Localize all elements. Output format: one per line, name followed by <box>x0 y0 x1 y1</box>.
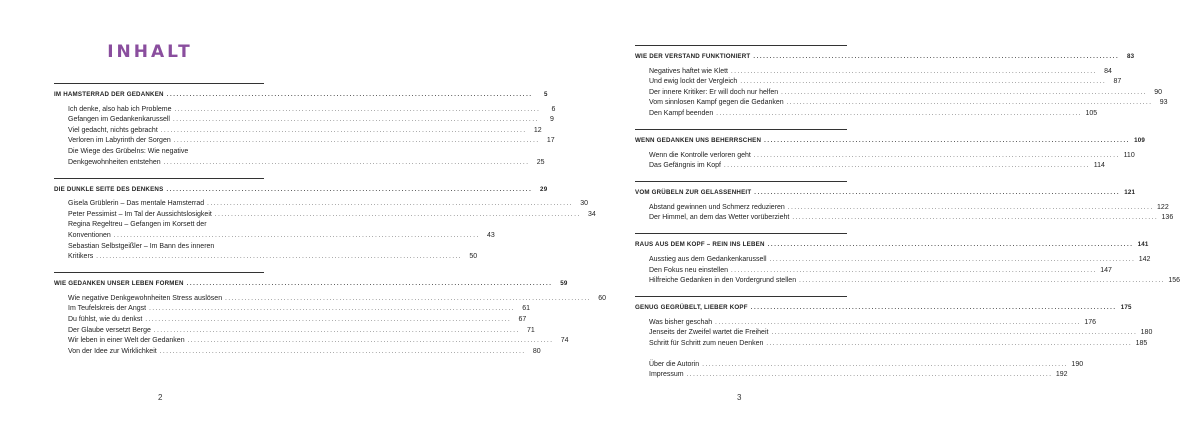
toc-entry[interactable] <box>54 218 264 229</box>
entry-title: Kritikers <box>68 253 94 261</box>
section-heading-row[interactable] <box>54 276 568 288</box>
entry-title: Sebastian Selbstgeißler – Im Bann des inneren <box>68 242 215 250</box>
entry-page-number: 87 <box>1113 78 1122 86</box>
section-page-number: 175 <box>1120 304 1132 312</box>
entry-page-number: 12 <box>533 126 542 134</box>
toc-section <box>635 296 1153 379</box>
entry-page-number: 25 <box>536 158 545 166</box>
section-page-number: 141 <box>1137 241 1149 249</box>
section-page-number: 83 <box>1126 53 1135 60</box>
dot-leader <box>766 341 1132 347</box>
toc-entry[interactable] <box>635 64 1112 75</box>
toc-entry[interactable] <box>635 96 1168 107</box>
entry-page-number: 74 <box>560 337 569 345</box>
entry-title: Im Teufelskreis der Angst <box>68 305 147 313</box>
entry-page-number: 105 <box>1085 109 1098 117</box>
entry-title: Vom sinnlosen Kampf gegen die Gedanken <box>649 99 784 107</box>
entry-page-number: 17 <box>546 137 555 145</box>
entry-title: Hilfreiche Gedanken in den Vordergrund stellen <box>649 277 797 285</box>
entry-title: Den Kampf beenden <box>649 109 714 117</box>
toc-entry[interactable] <box>54 334 569 345</box>
section-rule <box>635 181 847 182</box>
entry-title: Jenseits der Zweifel wartet die Freiheit <box>649 329 769 337</box>
entry-page-number: 156 <box>1168 277 1180 285</box>
toc-entry[interactable] <box>54 250 478 261</box>
entry-title: Gefangen im Gedankenkarussell <box>68 116 170 124</box>
section-heading-row[interactable] <box>54 182 548 193</box>
section-heading: GENUG GEGRÜBELT, LIEBER KOPF <box>635 304 748 312</box>
dot-leader <box>770 257 1136 263</box>
toc-section <box>635 181 1174 222</box>
entry-page-number: 142 <box>1138 255 1151 263</box>
toc-column-right <box>635 45 1180 390</box>
toc-entry[interactable] <box>54 197 589 208</box>
toc-entry[interactable] <box>635 274 1180 285</box>
entry-title: Konventionen <box>68 231 111 239</box>
entry-page-number: 192 <box>1055 371 1068 379</box>
entry-title: Regina Regeltreu – Gefangen im Korsett der <box>68 221 207 229</box>
entry-page-number: 180 <box>1140 329 1153 337</box>
section-page-number: 59 <box>560 280 568 288</box>
entry-page-number: 110 <box>1123 151 1135 159</box>
entry-page-number: 93 <box>1159 99 1168 107</box>
entry-title: Verloren im Labyrinth der Sorgen <box>68 137 171 145</box>
entry-page-number: 190 <box>1071 360 1084 368</box>
entry-page-number: 147 <box>1100 266 1112 274</box>
entry-title: Der Himmel, an dem das Wetter vorüberzieht <box>649 214 790 222</box>
section-heading: WIE DER VERSTAND FUNKTIONIERT <box>635 53 751 60</box>
section-heading-row[interactable] <box>635 300 1132 312</box>
toc-section <box>54 272 606 355</box>
entry-page-number: 43 <box>486 231 495 239</box>
toc-column-left <box>54 83 606 367</box>
toc-entry[interactable] <box>54 207 596 218</box>
section-heading-row[interactable] <box>54 87 548 98</box>
dot-leader <box>731 69 1097 75</box>
toc-entry[interactable] <box>635 336 1148 347</box>
section-page-number: 109 <box>1134 136 1146 144</box>
dot-leader <box>764 138 1130 144</box>
entry-title: Schritt für Schritt zum neuen Denken <box>649 339 764 347</box>
entry-title: Was bisher geschah <box>649 318 713 326</box>
entry-page-number: 60 <box>598 294 606 302</box>
toc-entry[interactable] <box>54 228 495 239</box>
toc-entry[interactable] <box>54 239 264 250</box>
toc-entry[interactable] <box>54 291 606 302</box>
entry-page-number: 114 <box>1093 162 1105 170</box>
dot-leader <box>731 268 1097 274</box>
toc-section <box>54 83 556 166</box>
section-heading-row[interactable] <box>635 133 1146 144</box>
section-heading: RAUS AUS DEM KOPF – REIN INS LEBEN <box>635 241 765 249</box>
section-heading: WIE GEDANKEN UNSER LEBEN FORMEN <box>54 280 184 288</box>
entry-page-number: 34 <box>587 210 596 218</box>
entry-title: Viel gedacht, nichts gebracht <box>68 126 158 134</box>
section-heading-row[interactable] <box>635 237 1149 249</box>
page-number-right: 3 <box>737 393 742 402</box>
entry-title: Der Glaube versetzt Berge <box>68 326 151 334</box>
dot-leader <box>687 372 1053 378</box>
dot-leader <box>751 305 1117 311</box>
section-rule <box>635 45 847 46</box>
entry-page-number: 80 <box>532 347 541 355</box>
dot-leader <box>716 111 1082 117</box>
dot-leader <box>702 362 1068 368</box>
dot-leader <box>771 330 1137 336</box>
toc-entry[interactable] <box>54 312 527 323</box>
toc-entry[interactable] <box>635 263 1112 274</box>
entry-page-number: 61 <box>522 305 530 313</box>
toc-section <box>635 45 1168 117</box>
section-page-number: 121 <box>1124 189 1136 197</box>
toc-entry[interactable] <box>54 123 542 134</box>
dot-leader <box>787 100 1153 106</box>
toc-entry[interactable] <box>635 357 1084 368</box>
toc-entry[interactable] <box>54 144 264 155</box>
entry-page-number: 90 <box>1154 88 1163 96</box>
entry-title: Negatives haftet wie Klett <box>649 67 728 75</box>
page-title: INHALT <box>107 42 193 62</box>
section-rule <box>635 296 847 297</box>
page-number-left: 2 <box>158 393 163 402</box>
entry-page-number: 122 <box>1157 203 1169 211</box>
entry-title: Du fühlst, wie du denkst <box>68 315 143 323</box>
entry-title: Von der Idee zur Wirklichkeit <box>68 347 157 355</box>
entry-page-number: 185 <box>1135 339 1148 347</box>
toc-entry[interactable] <box>635 85 1163 96</box>
section-rule <box>54 83 264 84</box>
section-heading: VOM GRÜBELN ZUR GELASSENHEIT <box>635 189 752 197</box>
dot-leader <box>754 190 1120 196</box>
toc-entry[interactable] <box>635 106 1098 117</box>
toc-entry[interactable] <box>635 159 1105 170</box>
dot-leader <box>724 163 1090 169</box>
dot-leader <box>799 278 1165 284</box>
entry-title: Gisela Grüblerin – Das mentale Hamsterrad <box>68 200 205 208</box>
entry-title: Und ewig lockt der Vergleich <box>649 78 738 86</box>
toc-entry[interactable] <box>635 200 1169 211</box>
section-rule <box>54 272 264 273</box>
entry-page-number: 67 <box>518 315 527 323</box>
entry-title: Der innere Kritiker: Er will doch nur helfen <box>649 88 779 96</box>
toc-entry[interactable] <box>635 315 1097 326</box>
section-rule <box>635 129 847 130</box>
entry-page-number: 9 <box>549 116 554 124</box>
entry-title: Ich denke, also hab ich Probleme <box>68 105 172 113</box>
dot-leader <box>792 215 1158 221</box>
entry-page-number: 6 <box>551 105 556 113</box>
section-heading: WENN GEDANKEN UNS BEHERRSCHEN <box>635 136 762 144</box>
entry-title: Peter Pessimist – Im Tal der Aussichtslosigkeit <box>68 210 212 218</box>
toc-entry[interactable] <box>635 326 1153 337</box>
entry-page-number: 84 <box>1104 67 1112 75</box>
dot-leader <box>754 153 1120 159</box>
toc-section <box>635 233 1180 285</box>
section-heading: IM HAMSTERRAD DER GEDANKEN <box>54 91 164 98</box>
entry-page-number: 71 <box>526 326 535 334</box>
toc-section <box>54 178 596 261</box>
entry-page-number: 50 <box>469 253 478 261</box>
dot-leader <box>715 320 1081 326</box>
entry-title: Über die Autorin <box>649 360 700 368</box>
toc-entry[interactable] <box>635 368 1068 379</box>
dot-leader <box>740 79 1106 85</box>
entry-page-number: 176 <box>1084 318 1097 326</box>
entry-title: Denkgewohnheiten entstehen <box>68 158 161 166</box>
toc-entry[interactable] <box>635 211 1174 222</box>
entry-title: Das Gefängnis im Kopf <box>649 162 721 170</box>
section-heading-row[interactable] <box>635 185 1136 197</box>
toc-entry[interactable] <box>54 323 535 334</box>
section-page-number: 29 <box>540 185 548 193</box>
toc-entry[interactable] <box>635 75 1122 86</box>
toc-entry[interactable] <box>54 102 556 113</box>
entry-page-number: 30 <box>580 200 589 208</box>
toc-entry[interactable] <box>635 252 1151 263</box>
section-rule <box>635 233 847 234</box>
entry-title: Den Fokus neu einstellen <box>649 266 728 274</box>
dot-leader <box>753 54 1119 60</box>
toc-entry[interactable] <box>635 148 1135 159</box>
section-heading-row[interactable] <box>635 49 1135 60</box>
entry-title: Die Wiege des Grübelns: Wie negative <box>68 147 189 155</box>
toc-entry[interactable] <box>54 155 545 166</box>
entry-title: Ausstieg aus dem Gedankenkarussell <box>649 255 767 263</box>
toc-entry[interactable] <box>54 113 554 124</box>
entry-page-number: 136 <box>1161 214 1174 222</box>
dot-leader <box>788 205 1154 211</box>
entry-title: Wir leben in einer Welt der Gedanken <box>68 337 185 345</box>
section-page-number: 5 <box>543 91 548 98</box>
entry-title: Wie negative Denkgewohnheiten Stress auslösen <box>68 294 223 302</box>
entry-title: Abstand gewinnen und Schmerz reduzieren <box>649 203 785 211</box>
toc-entry[interactable] <box>54 344 541 355</box>
toc-entry[interactable] <box>54 134 555 145</box>
dot-leader <box>781 90 1147 96</box>
dot-leader <box>768 242 1134 248</box>
entry-title: Impressum <box>649 371 684 379</box>
section-rule <box>54 178 264 179</box>
entry-title: Wenn die Kontrolle verloren geht <box>649 151 751 159</box>
section-heading: DIE DUNKLE SEITE DES DENKENS <box>54 185 164 193</box>
toc-section <box>635 129 1146 170</box>
toc-entry[interactable] <box>54 302 530 313</box>
